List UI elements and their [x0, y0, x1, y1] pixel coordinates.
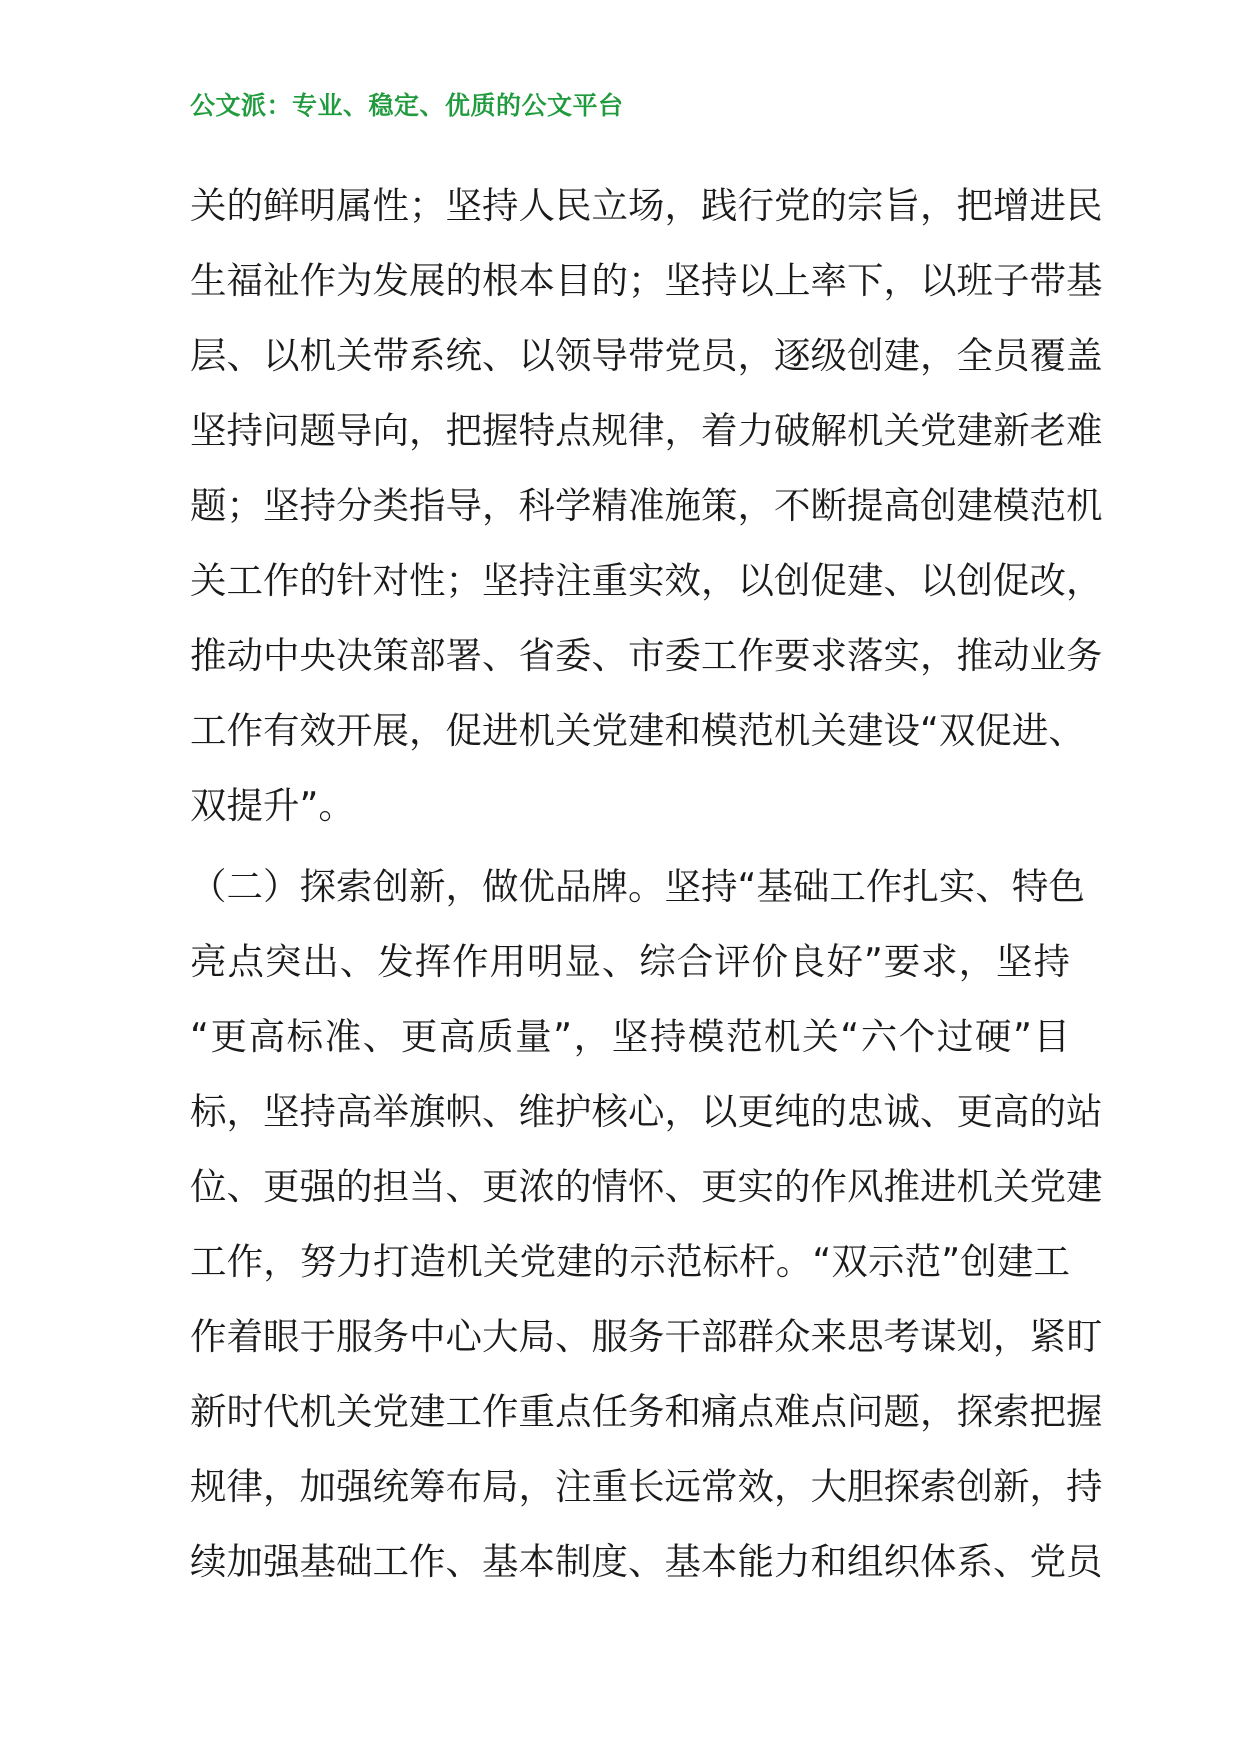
text-line: 新时代机关党建工作重点任务和痛点难点问题，探索把握	[190, 1390, 1103, 1433]
text-line: （二）探索创新，做优品牌。坚持“基础工作扎实、特色	[190, 865, 1085, 908]
document-body	[190, 168, 1103, 1599]
text-line: “更高标准、更高质量”，坚持模范机关“六个过硬”目	[190, 1015, 1070, 1058]
text-line: 层、以机关带系统、以领导带党员，逐级创建，全员覆盖	[190, 334, 1103, 377]
site-header: 公文派：专业、稳定、优质的公文平台	[190, 91, 624, 120]
text-line: 关的鲜明属性；坚持人民立场，践行党的宗旨，把增进民	[190, 184, 1103, 227]
text-line: 工作有效开展，促进机关党建和模范机关建设“双促进、	[190, 709, 1085, 752]
text-line: 亮点突出、发挥作用明显、综合评价良好”要求，坚持	[190, 940, 1070, 983]
text-line: 双提升”。	[190, 784, 355, 827]
text-line: 关工作的针对性；坚持注重实效，以创促建、以创促改，	[190, 559, 1103, 602]
text-line: 标，坚持高举旗帜、维护核心，以更纯的忠诚、更高的站	[190, 1090, 1103, 1133]
text-line: 推动中央决策部署、省委、市委工作要求落实，推动业务	[190, 634, 1103, 677]
text-line: 作着眼于服务中心大局、服务干部群众来思考谋划，紧盯	[190, 1315, 1103, 1358]
text-line: 规律，加强统筹布局，注重长远常效，大胆探索创新，持	[190, 1465, 1103, 1508]
text-line: 工作，努力打造机关党建的示范标杆。“双示范”创建工	[190, 1240, 1070, 1283]
text-line: 题；坚持分类指导，科学精准施策，不断提高创建模范机	[190, 484, 1103, 527]
text-line: 续加强基础工作、基本制度、基本能力和组织体系、党员	[190, 1540, 1103, 1583]
text-line: 坚持问题导向，把握特点规律，着力破解机关党建新老难	[190, 409, 1103, 452]
paragraph	[190, 849, 1103, 1599]
text-line: 生福祉作为发展的根本目的；坚持以上率下，以班子带基	[190, 259, 1103, 302]
text-line: 位、更强的担当、更浓的情怀、更实的作风推进机关党建	[190, 1165, 1103, 1208]
paragraph	[190, 168, 1103, 843]
